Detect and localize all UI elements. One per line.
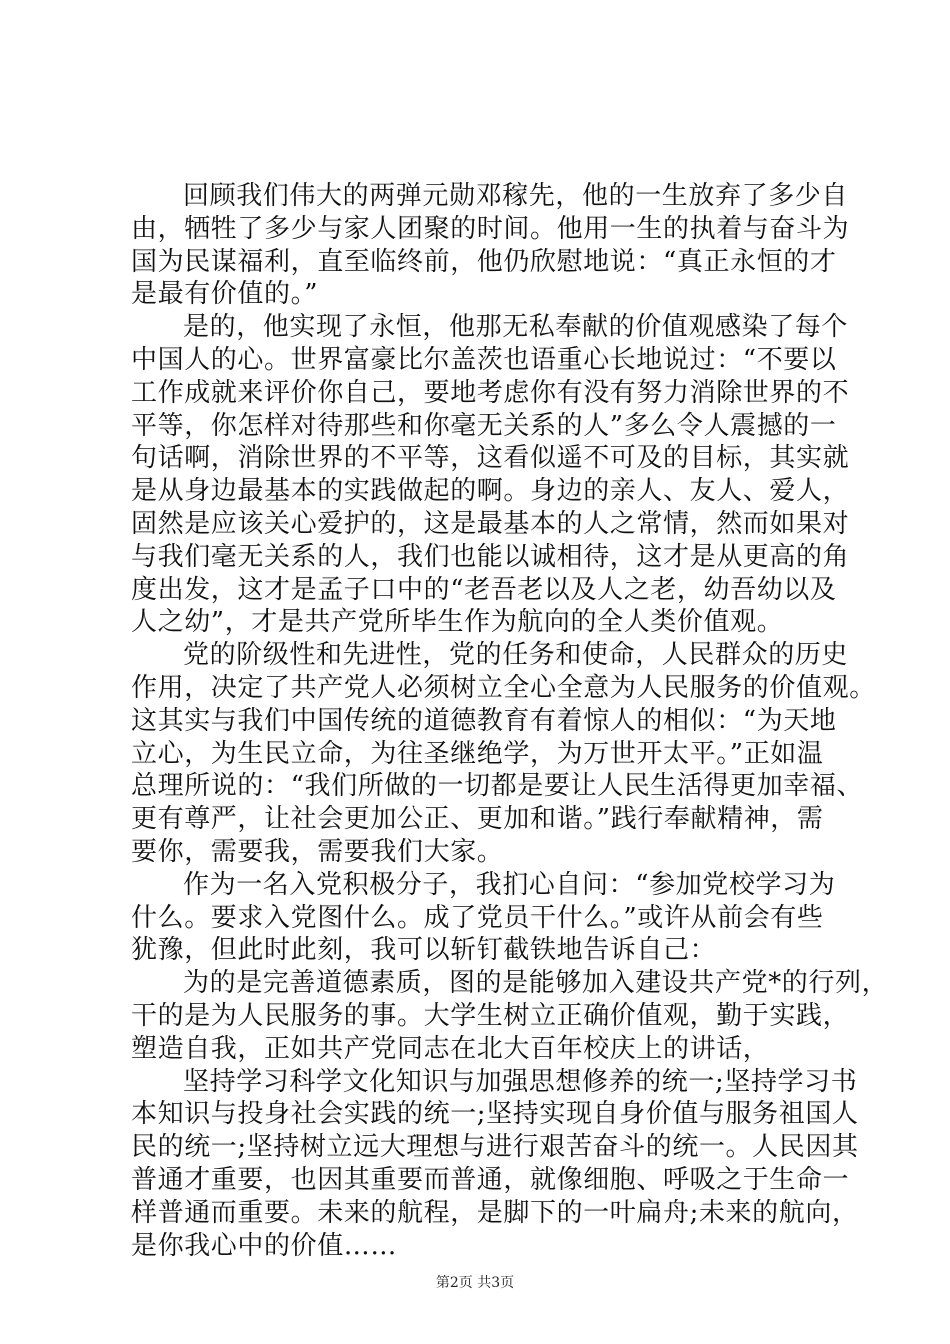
text-line: 与我们毫无关系的人，我们也能以诚相待，这才是从更高的角 [131, 541, 850, 572]
text-line: 什么。要求入党图什么。成了党员干什么。”或许从前会有些 [131, 902, 824, 933]
text-line: 立心，为生民立命，为往圣继绝学，为万世开太平。”正如温 [131, 738, 824, 769]
text-line: 是最有价值的。” [131, 279, 319, 310]
text-line: 民的统一;坚持树立远大理想与进行艰苦奋斗的统一。人民因其 [131, 1132, 859, 1163]
document-body [131, 180, 889, 1262]
text-line: 党的阶级性和先进性，党的任务和使命，人民群众的历史 [183, 640, 849, 671]
text-line: 普通才重要，也因其重要而普通，就像细胞、呼吸之于生命一 [131, 1164, 850, 1195]
text-line: 度出发，这才是孟子口中的“老吾老以及人之老，幼吾幼以及 [131, 574, 837, 605]
text-line: 总理所说的：“我们所做的一切都是要让人民生活得更加幸福、 [131, 771, 864, 802]
text-line: 这其实与我们中国传统的道德教育有着惊人的相似：“为天地 [131, 705, 837, 736]
text-line: 中国人的心。世界富豪比尔盖茨也语重心长地说过：“不要以 [131, 344, 837, 375]
text-line: 为的是完善道德素质，图的是能够加入建设共产党*的行列， [183, 968, 889, 999]
text-line: 是你我心中的价值…… [131, 1230, 398, 1261]
text-line: 坚持学习科学文化知识与加强思想修养的统一;坚持学习书 [183, 1066, 858, 1097]
text-line: 要你，需要我，需要我们大家。 [131, 836, 504, 867]
text-line: 平等，你怎样对待那些和你毫无关系的人”多么令人震撼的一 [131, 410, 837, 441]
text-line: 作为一名入党积极分子，我扪心自问：“参加党校学习为 [183, 869, 836, 900]
text-line: 干的是为人民服务的事。大学生树立正确价值观，勤于实践， [131, 1000, 850, 1031]
text-line: 塑造自我，正如共产党同志在北大百年校庆上的讲话， [131, 1033, 770, 1064]
text-line: 作用，决定了共产党人必须树立全心全意为人民服务的价值观。 [131, 672, 876, 703]
text-line: 样普通而重要。未来的航程，是脚下的一叶扁舟;未来的航向， [131, 1197, 859, 1228]
text-line: 更有尊严，让社会更加公正、更加和谐。”践行奉献精神，需 [131, 804, 824, 835]
text-line: 是的，他实现了永恒，他那无私奉献的价值观感染了每个 [183, 312, 849, 343]
text-line: 本知识与投身社会实践的统一;坚持实现自身价值与服务祖国人 [131, 1099, 859, 1130]
text-line: 回顾我们伟大的两弹元勋邓稼先，他的一生放弃了多少自 [183, 181, 849, 211]
text-line: 人之幼”，才是共产党所毕生作为航向的全人类价值观。 [131, 607, 784, 638]
text-line: 犹豫，但此时此刻，我可以斩钉截铁地告诉自己： [131, 935, 717, 966]
text-line: 由，牺牲了多少与家人团聚的时间。他用一生的执着与奋斗为 [131, 213, 850, 244]
page-number-footer: 第2页 共3页 [435, 1275, 515, 1291]
text-line: 国为民谋福利，直至临终前，他仍欣慰地说：“真正永恒的才 [131, 246, 837, 277]
text-line: 是从身边最基本的实践做起的啊。身边的亲人、友人、爱人， [131, 476, 850, 507]
text-line: 句话啊，消除世界的不平等，这看似遥不可及的目标，其实就 [131, 443, 850, 474]
text-line: 固然是应该关心爱护的，这是最基本的人之常情，然而如果对 [131, 508, 850, 539]
text-line: 工作成就来评价你自己，要地考虑你有没有努力消除世界的不 [131, 377, 850, 408]
